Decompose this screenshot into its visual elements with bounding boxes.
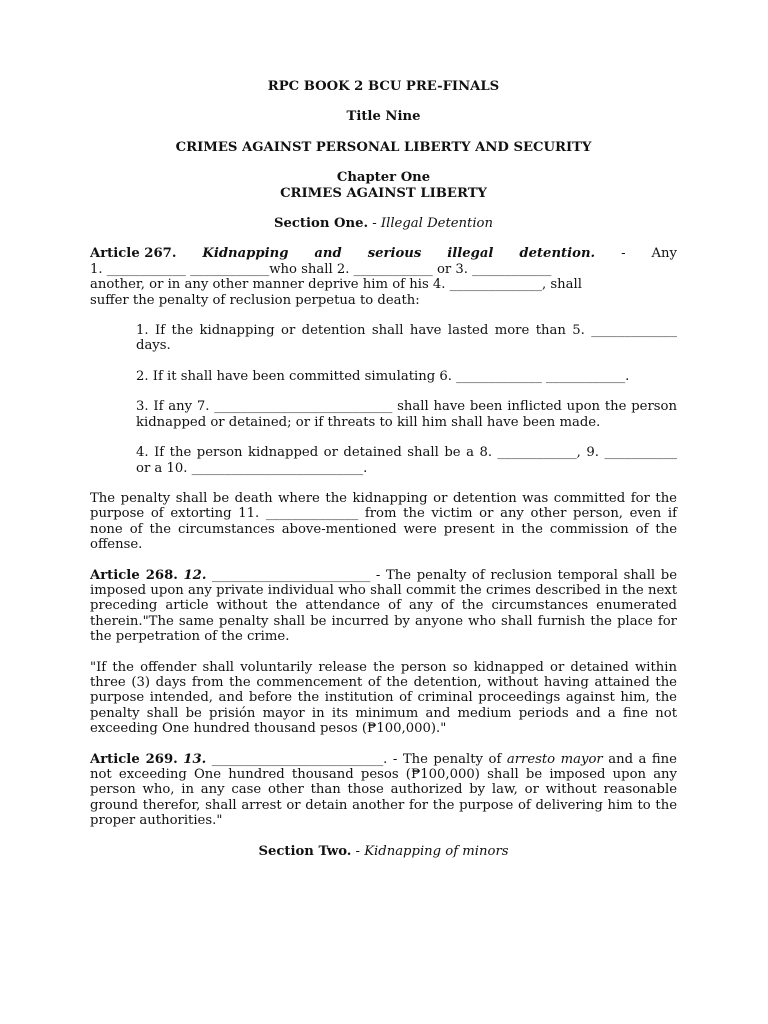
section-two-dash: -	[351, 843, 365, 859]
section-one-heading	[90, 216, 677, 231]
chapter-title: CRIMES AGAINST LIBERTY	[280, 185, 487, 201]
article-267-line-2: 1. ____________ ____________who shall 2. ____________ or 3. ____________	[90, 261, 552, 277]
article-267-item-1: 1. If the kidnapping or detention shall have lasted more than 5. _____________ days.	[136, 323, 677, 354]
article-267-item-3: 3. If any 7. ___________________________ shall have been inflicted upon the person kidnapped or detained; or if threats to kill him shall have been made.	[136, 399, 677, 430]
article-269-label: Article 269.	[90, 751, 178, 767]
article-267-title-word: serious	[367, 246, 422, 262]
article-267-line-4: suffer the penalty of reclusion perpetua to death:	[90, 292, 420, 308]
article-267-title-word: illegal	[447, 246, 494, 262]
article-267-penalty: The penalty shall be death where the kidnapping or detention was committed for the purpose of extorting 11. ______________ from the victim or any other person, even if none of the circumstances above-mentioned were present in the commission of the offense.	[90, 490, 677, 553]
article-269-italic: arresto mayor	[506, 751, 603, 767]
section-one-dash: -	[368, 216, 381, 232]
section-two-label: Section Two.	[258, 843, 352, 859]
document-body	[90, 79, 677, 859]
section-one-title: Illegal Detention	[380, 216, 493, 232]
article-267-title-word: and	[314, 246, 342, 262]
article-269	[90, 752, 677, 829]
article-269-blank: __________________________.	[206, 751, 388, 767]
section-one-label: Section One.	[273, 216, 369, 232]
article-268-quote: "If the offender shall voluntarily release the person so kidnapped or detained within three (3) days from the commencement of the detention, without having attained the purpose intended, and before the institution of criminal proceedings against him, the penalty shall be prisión mayor in its minimum and medium periods and a fine not exceeding One hundred thousand pesos (₱100,000)."	[90, 659, 677, 737]
article-268-text: ________________________ - The penalty of reclusion temporal shall be imposed upon any private individual who shall commit the crimes described in the next preceding article without the attendance of any of the circumstances enumerated therein."The same penalty shall be incurred by anyone who shall furnish the place for the perpetration of the crime.	[90, 567, 678, 645]
article-267-item-2: 2. If it shall have been committed simulating 6. _____________ ____________.	[136, 368, 630, 384]
section-two-title: Kidnapping of minors	[364, 843, 509, 859]
article-269-text-b: and a fine not exceeding One hundred thousand pesos (₱100,000) shall be imposed upon any person who, in any case other than those authorized by law, or without reasonable ground therefor, shall arrest or detain another for the purpose of delivering him to the proper authorities."	[90, 751, 677, 829]
article-267-dash: -	[621, 246, 626, 262]
title-nine-heading: Title Nine	[346, 109, 421, 125]
article-267-title-word: detention.	[519, 246, 596, 262]
article-268-label: Article 268.	[90, 567, 178, 583]
article-268-number: 12.	[183, 567, 207, 583]
chapter-label: Chapter One	[336, 170, 431, 186]
article-267-label: Article 267.	[90, 246, 177, 262]
article-267	[90, 246, 677, 552]
crimes-heading: CRIMES AGAINST PERSONAL LIBERTY AND SECURITY	[175, 139, 592, 155]
article-268	[90, 568, 677, 645]
article-267-heading-line	[90, 246, 677, 261]
section-two-heading	[90, 844, 677, 859]
article-267-word-any: Any	[651, 246, 677, 262]
document-title: RPC BOOK 2 BCU PRE-FINALS	[267, 79, 500, 94]
article-267-title-word: Kidnapping	[202, 246, 289, 262]
article-269-number: 13.	[183, 751, 207, 767]
article-267-item-4: 4. If the person kidnapped or detained shall be a 8. ____________, 9. ___________ or a 10. __________________________.	[136, 445, 677, 476]
article-269-text-a: - The penalty of	[387, 751, 507, 767]
article-267-line-3: another, or in any other manner deprive him of his 4. ______________, shall	[90, 277, 582, 293]
